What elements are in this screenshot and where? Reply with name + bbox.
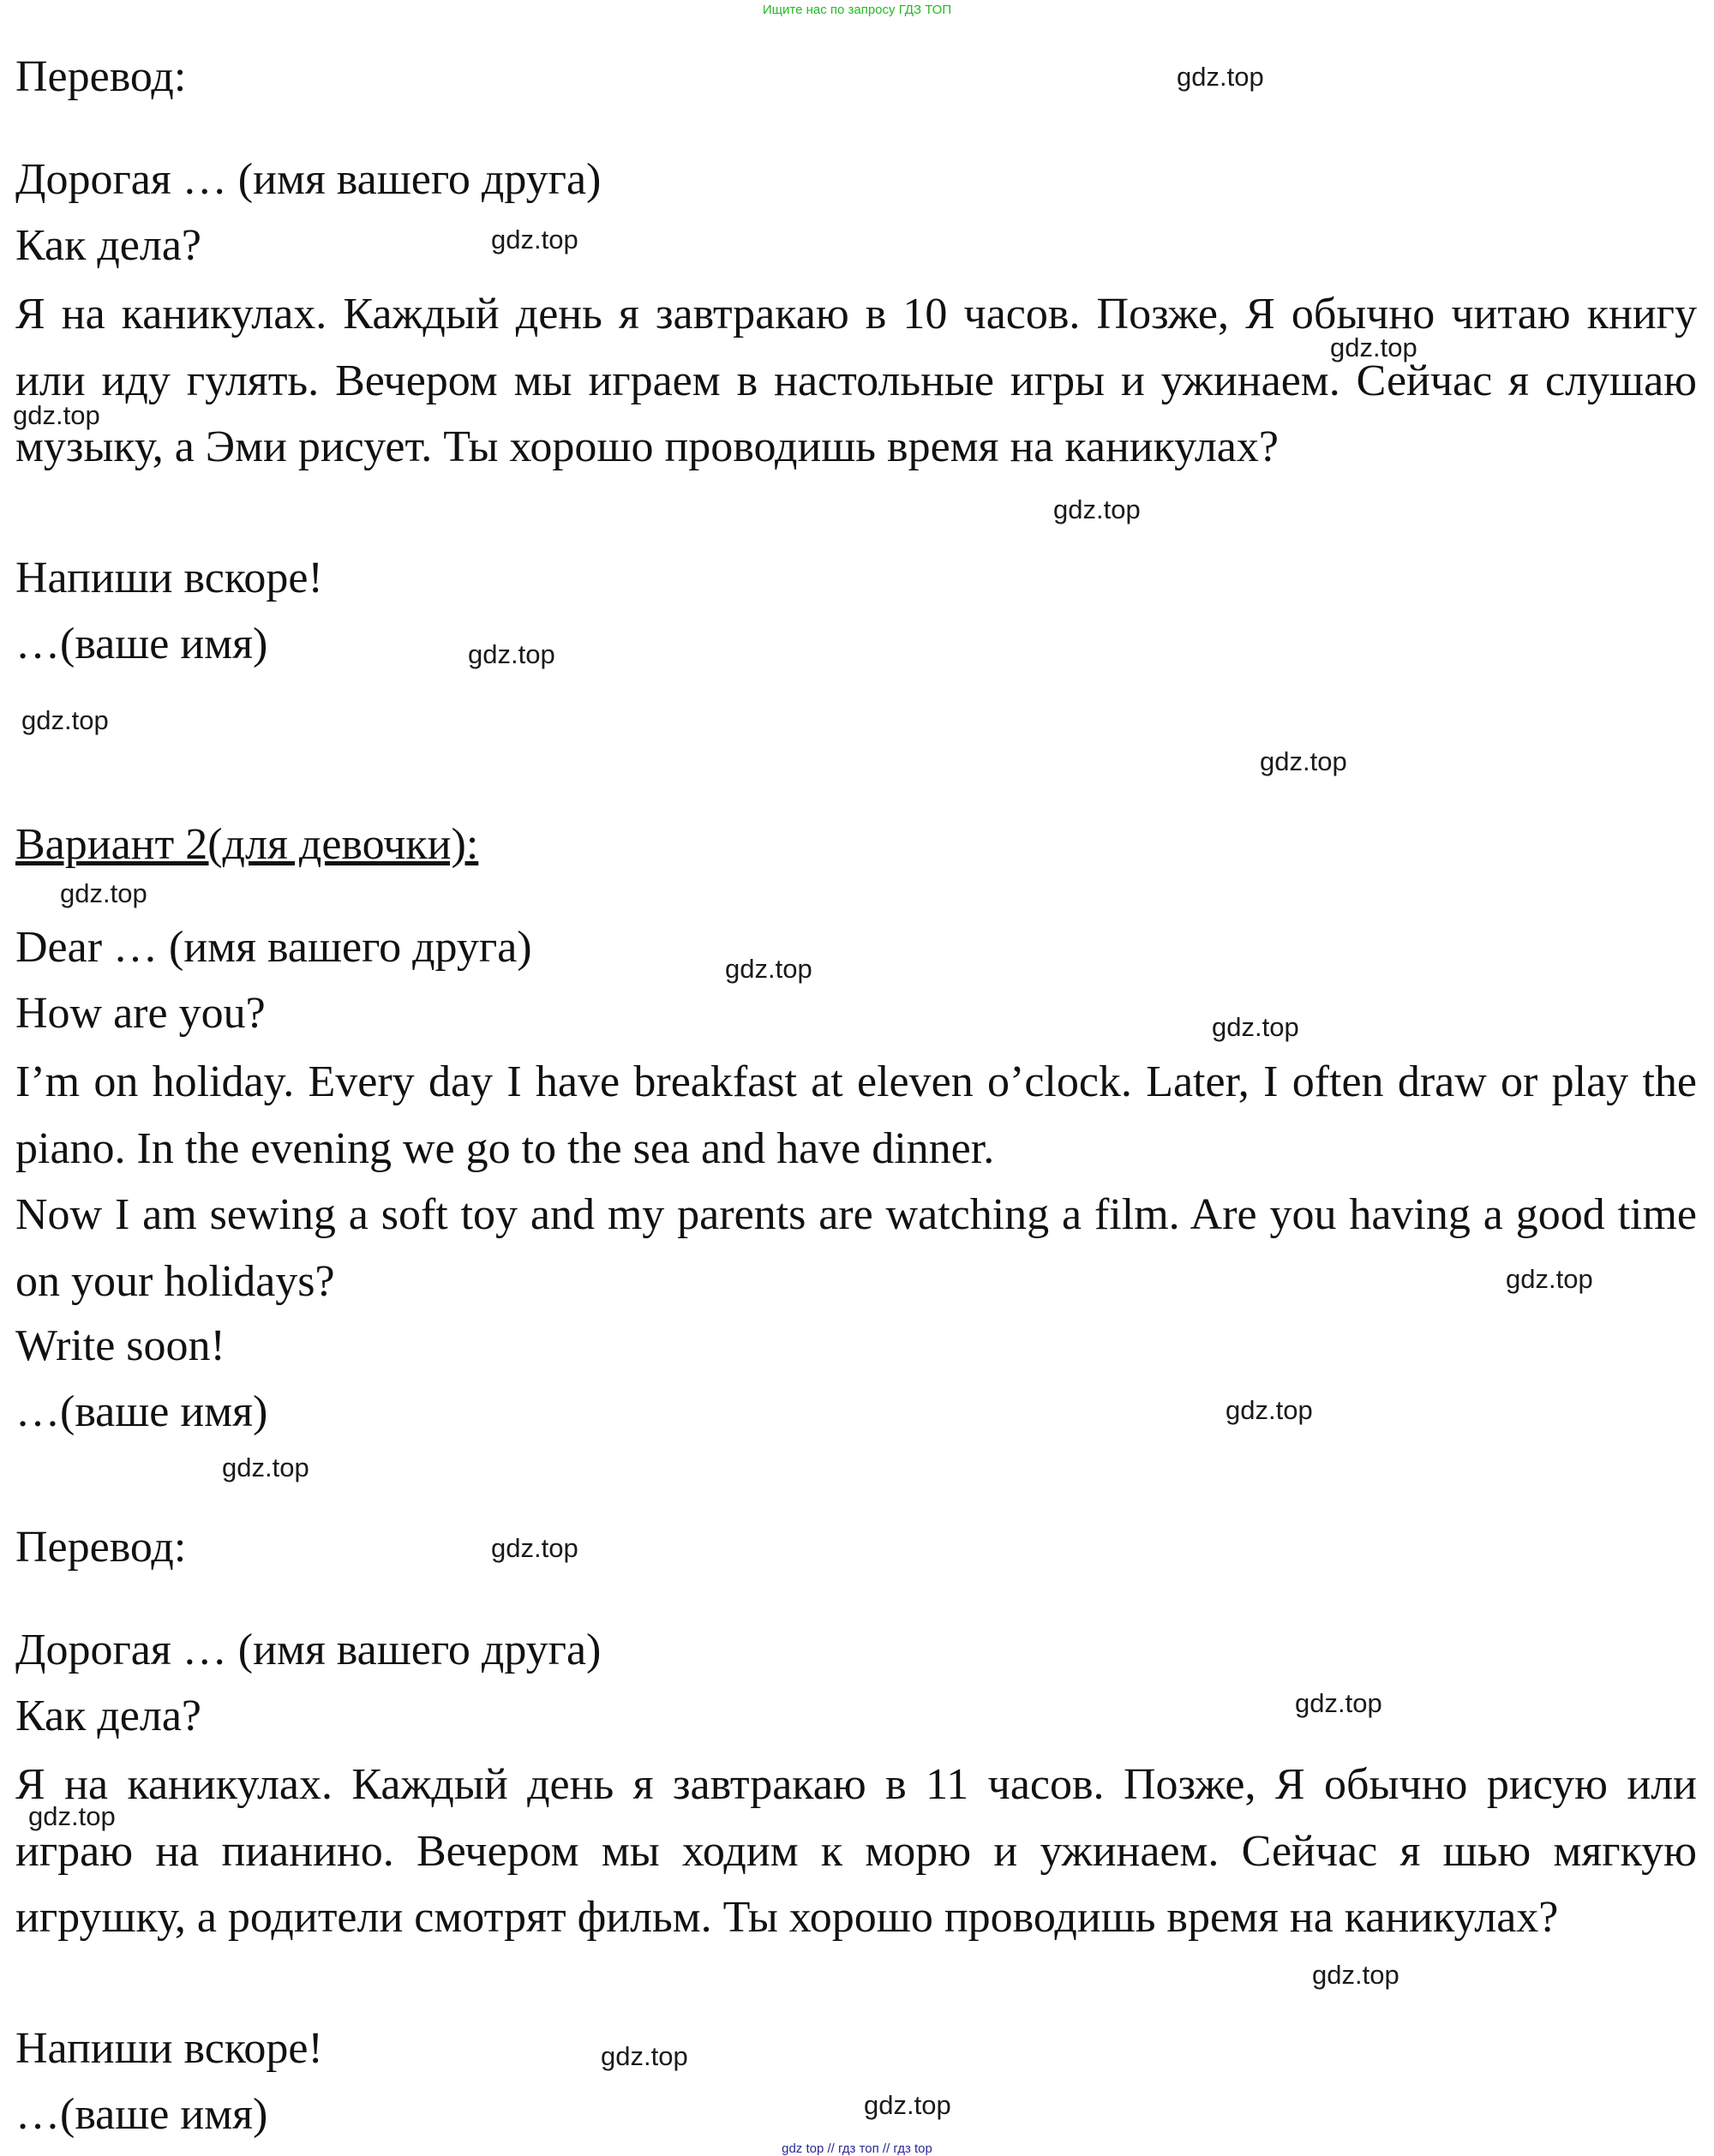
watermark: gdz.top: [601, 2041, 688, 2071]
watermark: gdz.top: [1226, 1395, 1313, 1425]
section2-body-paragraph-1: I’m on holiday. Every day I have breakfast at eleven o’clock. Later, I often draw or play the piano. In the evening we go to the sea and have dinner.: [15, 1057, 1697, 1173]
section2-question: How are you?: [15, 989, 266, 1038]
section2-heading: Вариант 2(для девочки):: [15, 820, 479, 869]
section3-signature: …(ваше имя): [15, 2090, 268, 2139]
watermark: gdz.top: [13, 400, 100, 430]
watermark: gdz.top: [1330, 332, 1417, 362]
watermark: gdz.top: [468, 639, 555, 669]
section3-heading: Перевод:: [15, 1523, 187, 1572]
footer-links: gdz top // гдз топ // гдз top: [782, 2141, 932, 2156]
watermark: gdz.top: [222, 1452, 309, 1482]
watermark: gdz.top: [60, 878, 147, 908]
section1-signature: …(ваше имя): [15, 620, 268, 668]
section1-heading: Перевод:: [15, 52, 187, 101]
section3-question: Как дела?: [15, 1692, 201, 1740]
section1-question: Как дела?: [15, 221, 201, 270]
watermark: gdz.top: [1260, 746, 1347, 776]
section2-body-paragraph-2: Now I am sewing a soft toy and my parents are watching a film. Are you having a good time on your holidays?: [15, 1190, 1697, 1306]
watermark: gdz.top: [1295, 1688, 1382, 1718]
watermark: gdz.top: [725, 954, 812, 984]
watermark: gdz.top: [28, 1801, 116, 1831]
watermark: gdz.top: [864, 2090, 951, 2120]
section1-body: Я на каникулах. Каждый день я завтракаю в 10 часов. Позже, Я обычно читаю книгу или иду гулять. Вечером мы играем в настольные игры и ужинаем. Сейчас я слушаю музыку, а Эми рисует. Ты хорошо проводишь время на каникулах?: [15, 290, 1697, 471]
section3-body: Я на каникулах. Каждый день я завтракаю в 11 часов. Позже, Я обычно рисую или играю на пианино. Вечером мы ходим к морю и ужинаем. Сейчас я шью мягкую игрушку, а родители смотрят фильм. Ты хорошо проводишь время на каникулах?: [15, 1760, 1697, 1942]
top-banner: Ищите нас по запросу ГДЗ ТОП: [762, 3, 952, 17]
watermark: gdz.top: [491, 225, 578, 255]
watermark: gdz.top: [1312, 1960, 1399, 1990]
section1-greeting: Дорогая … (имя вашего друга): [15, 155, 602, 204]
section2-greeting: Dear … (имя вашего друга): [15, 923, 532, 972]
section2-closing: Write soon!: [15, 1321, 225, 1370]
watermark: gdz.top: [1212, 1012, 1299, 1042]
watermark: gdz.top: [1177, 62, 1264, 92]
section3-closing: Напиши вскоре!: [15, 2024, 323, 2073]
section3-greeting: Дорогая … (имя вашего друга): [15, 1626, 602, 1674]
watermark: gdz.top: [1053, 494, 1141, 524]
section2-signature: …(ваше имя): [15, 1387, 268, 1436]
watermark: gdz.top: [21, 705, 109, 735]
watermark: gdz.top: [1506, 1264, 1593, 1294]
section1-closing: Напиши вскоре!: [15, 554, 323, 602]
watermark: gdz.top: [491, 1533, 578, 1563]
